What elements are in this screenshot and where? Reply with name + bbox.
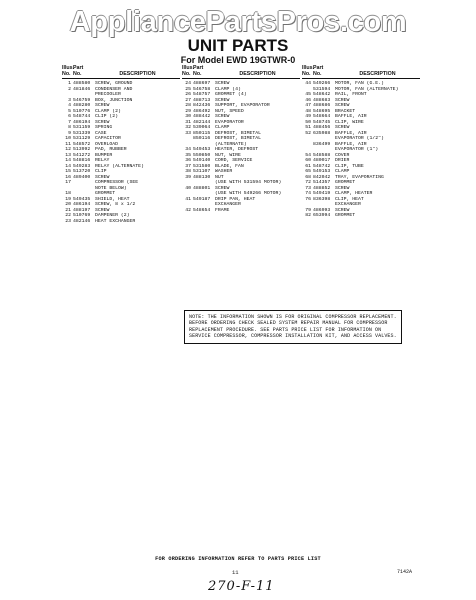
illus-no: 6 [68, 114, 71, 119]
part-number: 531159 [73, 125, 91, 130]
handwritten-annotation: 270-F-11 [208, 579, 275, 594]
part-number: 546759 [73, 97, 91, 103]
part-description: BOX, JUNCTION [95, 97, 133, 103]
illus-no: 76 [305, 196, 311, 202]
part-description: SHIELD, HEAT [95, 196, 130, 202]
part-description: SCREW [335, 103, 350, 108]
illus-no: 17 [65, 180, 71, 185]
part-description: COMPRESSOR (SEE [95, 180, 139, 185]
part-description: CLIP [95, 169, 107, 174]
part-description: WASHER [215, 169, 233, 174]
part-description: PRECOOLER [95, 92, 121, 97]
part-description: PAD, RUBBER [95, 147, 127, 152]
part-description: SCREW [215, 97, 230, 103]
illus-no: 35 [185, 152, 191, 158]
part-description: CLAMP (4) [215, 86, 241, 92]
part-description: GROMMET [335, 213, 356, 218]
part-number: 488713 [193, 97, 211, 103]
illus-no: 50 [305, 119, 311, 125]
illus-no: 42 [185, 207, 191, 213]
header-no: No. [302, 71, 311, 77]
illus-no: 21 [65, 207, 71, 213]
part-number: 541272 [73, 152, 91, 158]
illus-no: 20 [65, 202, 71, 207]
illus-no: 14 [65, 163, 71, 169]
part-number: 550850 [193, 152, 211, 158]
illus-no: 10 [65, 136, 71, 141]
part-description: CONDENSER AND [95, 86, 133, 92]
part-description: SCREW [335, 207, 350, 213]
page-code: 7142A [397, 569, 413, 575]
header-illus: Illus. [302, 65, 315, 71]
illus-no: 16 [65, 174, 71, 180]
header-divider [182, 78, 300, 79]
header-part-no: No. [73, 71, 82, 77]
part-number: 549419 [313, 191, 331, 196]
part-number: 836499 [313, 141, 331, 147]
part-number: 549140 [193, 158, 211, 163]
illus-no: 2 [68, 86, 71, 92]
illus-no: 33 [185, 130, 191, 136]
part-description: SCREW [335, 125, 350, 130]
part-number: 548757 [193, 92, 211, 97]
part-description: CLAMP (2) [95, 108, 121, 114]
part-number: 549453 [193, 147, 211, 152]
illus-no: 5 [68, 108, 71, 114]
illus-no: 13 [65, 152, 71, 158]
illus-no: 54 [305, 152, 311, 158]
illus-no: 28 [185, 103, 191, 108]
illus-no: 27 [185, 97, 191, 103]
header-part: Part [193, 65, 204, 71]
part-number: 531339 [73, 130, 91, 136]
ordering-footer: FOR ORDERING INFORMATION REFER TO PARTS PRICE LIST [155, 556, 321, 562]
part-number: 549187 [193, 196, 211, 202]
part-description: GROMMET [335, 180, 356, 185]
illus-no: 74 [305, 191, 311, 196]
parts-column-3 [302, 65, 420, 219]
part-description: CLIP, TUBE [335, 163, 364, 169]
illus-no: 46 [305, 97, 311, 103]
part-description: CLIP (2) [95, 114, 119, 119]
illus-no: 26 [185, 92, 191, 97]
part-number: 488280 [73, 103, 91, 108]
part-description: CLIP, HEAT [335, 196, 364, 202]
part-description: NOTE BELOW) [95, 185, 127, 191]
illus-no: 49 [305, 114, 311, 119]
illus-no: 68 [305, 174, 311, 180]
part-description: SUPPORT, EVAPORATOR [215, 103, 270, 108]
illus-no: 41 [185, 196, 191, 202]
illus-no: 47 [305, 103, 311, 108]
header-description: DESCRIPTION [239, 71, 276, 77]
part-number: 513720 [73, 169, 91, 174]
illus-no: 11 [65, 141, 71, 147]
part-number: 531129 [73, 136, 91, 141]
part-description: SCREW [215, 114, 230, 119]
illus-no: 4 [68, 103, 71, 108]
header-no: No. [62, 71, 71, 77]
parts-row [302, 213, 420, 219]
part-number: 653994 [313, 213, 331, 218]
illus-no: 30 [185, 114, 191, 119]
compressor-note: NOTE: THE INFORMATION SHOWN IS FOR ORIGINAL COMPRESSOR REPLACEMENT. BEFORE ORDERING CHECK SEALED SYSTEM REPAIR MANUAL FOR COMPRESSOR REPLACEMENT PROCEDURE. SEE PARTS PRICE LIST FOR INFORMATION ON SERVICE COMPRESSOR, COMPRESSOR INSTALLATION KIT, AND ACCESS VALVES. [184, 310, 402, 344]
illus-no: 29 [185, 108, 191, 114]
illus-no: 1 [68, 81, 71, 86]
part-description: DEFROST, BIMETAL [215, 136, 262, 141]
parts-row [182, 208, 300, 214]
illus-no: 23 [65, 218, 71, 224]
column-header-bottom [62, 71, 180, 77]
illus-no: 65 [305, 169, 311, 174]
illus-no: 22 [65, 213, 71, 218]
illus-no: 45 [305, 92, 311, 97]
part-description: EVAPORATOR (1/2") [335, 136, 384, 141]
part-number: 836398 [313, 196, 331, 202]
part-description: SPRING [95, 125, 113, 130]
header-part-no: No. [313, 71, 322, 77]
part-number: 514357 [313, 180, 331, 185]
part-description: NUT, SPEED [215, 108, 244, 114]
part-description: (USE WITH 549266 MOTOR) [215, 191, 282, 196]
part-description: SCREW, GROUND [95, 81, 133, 86]
part-number: 486194 [73, 202, 91, 207]
part-number: 548664 [313, 114, 331, 119]
illus-no: 39 [185, 174, 191, 180]
illus-no: 72 [305, 180, 311, 185]
illus-no: 82 [305, 213, 311, 218]
illus-no: 60 [305, 158, 311, 163]
part-description: CASE [95, 130, 107, 136]
part-number: 548744 [73, 114, 91, 119]
part-number: 488686 [313, 103, 331, 108]
part-number: 486194 [73, 119, 91, 125]
illus-no: 19 [65, 196, 71, 202]
part-description: (USE WITH 531594 MOTOR) [215, 180, 282, 185]
illus-no: 36 [185, 158, 191, 163]
part-number: 486492 [193, 108, 211, 114]
part-description: DEFROST, BIMETAL [215, 130, 262, 136]
part-number: 488697 [193, 81, 211, 86]
part-number: 481846 [73, 86, 91, 92]
illus-no: 24 [185, 81, 191, 86]
part-number: 480017 [313, 158, 331, 163]
parts-column-2 [182, 65, 300, 213]
part-number: 850115 [193, 130, 211, 136]
illus-no: 38 [185, 169, 191, 174]
illus-no: 44 [305, 81, 311, 86]
part-description: SCREW [335, 185, 350, 191]
part-description: DAMPENER (2) [95, 213, 130, 218]
part-description: DRIP PAN, HEAT [215, 196, 256, 202]
part-number: 488801 [193, 185, 211, 191]
part-description: HEATER, DEFROST [215, 147, 259, 152]
part-description: SCREW, 8 x 1/2 [95, 202, 136, 207]
illus-no: 48 [305, 108, 311, 114]
part-number: 510776 [73, 108, 91, 114]
part-number: 489400 [73, 174, 91, 180]
page-subtitle: For Model EWD 19GTWR-0 [180, 55, 296, 65]
illus-no: 37 [185, 163, 191, 169]
header-divider [62, 78, 180, 79]
part-description: SCREW [335, 97, 350, 103]
illus-no: 25 [185, 86, 191, 92]
part-number: 531594 [313, 86, 331, 92]
illus-no: 52 [305, 130, 311, 136]
header-description: DESCRIPTION [359, 71, 396, 77]
illus-no: 8 [68, 125, 71, 130]
part-description: (ALTERNATE) [215, 141, 247, 147]
part-description: SCREW [95, 207, 110, 213]
part-number: 482146 [73, 218, 91, 224]
part-number: 486993 [313, 207, 331, 213]
illus-no: 7 [68, 119, 71, 125]
part-description: DRIER [335, 158, 350, 163]
part-description: BAFFLE, AIR [335, 114, 367, 119]
illus-no: 32 [185, 125, 191, 130]
illus-no: 79 [305, 207, 311, 213]
part-number: 549266 [313, 81, 331, 86]
parts-column-1 [62, 65, 180, 224]
page-number: 11 [232, 569, 239, 576]
illus-no: 34 [185, 147, 191, 152]
header-illus: Illus. [182, 65, 195, 71]
part-description: SCREW [215, 81, 230, 86]
part-number: 488442 [193, 114, 211, 119]
part-number: 488852 [313, 185, 331, 191]
part-number: 842042 [313, 174, 331, 180]
part-description: CLIP, WIRE [335, 119, 364, 125]
part-description: CLAMP [335, 169, 350, 174]
header-part-no: No. [193, 71, 202, 77]
illus-no: 14 [65, 158, 71, 163]
part-description: SCREW [95, 119, 110, 125]
part-number: 635988 [313, 130, 331, 136]
part-description: RELAY [95, 158, 110, 163]
part-description: MOTOR, FAN (ALTERNATE) [335, 86, 399, 92]
part-number: 539064 [193, 125, 211, 130]
part-number: 482144 [193, 119, 211, 125]
illus-no: 51 [305, 125, 311, 130]
parts-row [62, 219, 180, 225]
part-number: 546758 [193, 86, 211, 92]
illus-no: 15 [65, 169, 71, 174]
part-description: CAPACITOR [95, 136, 121, 141]
part-description: RAIL, FRONT [335, 92, 367, 97]
part-description: BAFFLE, AIR [335, 130, 367, 136]
part-description: MOTOR, FAN (G.E.) [335, 81, 384, 86]
illus-no: 3 [68, 97, 71, 103]
part-number: 548695 [313, 108, 331, 114]
part-description: BUMPER [95, 152, 113, 158]
part-description: HEAT EXCHANGER [95, 218, 136, 224]
part-description: FRAME [215, 207, 230, 213]
part-number: 548816 [73, 158, 91, 163]
part-description: RELAY (ALTERNATE) [95, 163, 144, 169]
part-number: 488580 [73, 81, 91, 86]
part-description: CLAMP [215, 125, 230, 130]
watermark-logo: AppliancePartsPros.com [69, 6, 407, 38]
part-number: 549435 [73, 196, 91, 202]
part-description: BLADE, FAN [215, 163, 244, 169]
part-number: 513992 [73, 147, 91, 152]
part-description: NUT [215, 174, 224, 180]
part-number: 850116 [193, 136, 211, 141]
illus-no: 9 [68, 130, 71, 136]
part-description: NUT, WIRE [215, 152, 241, 158]
part-number: 842436 [193, 103, 211, 108]
part-number: 548642 [313, 92, 331, 97]
part-description: SCREW [215, 185, 230, 191]
illus-no: 73 [305, 185, 311, 191]
part-description: GROMMET [95, 191, 116, 196]
part-number: 531107 [193, 169, 211, 174]
part-number: 548745 [313, 119, 331, 125]
part-number: 488456 [313, 125, 331, 130]
illus-no: 61 [305, 163, 311, 169]
column-header-bottom [182, 71, 300, 77]
header-part: Part [313, 65, 324, 71]
part-number: 548742 [313, 163, 331, 169]
illus-no: 12 [65, 147, 71, 152]
part-description: EXCHANGER [215, 202, 241, 207]
part-description: SCREW [95, 103, 110, 108]
header-no: No. [182, 71, 191, 77]
illus-no: 40 [185, 185, 191, 191]
part-description: GROMMET (4) [215, 92, 247, 97]
header-part: Part [73, 65, 84, 71]
part-number: 548588 [313, 152, 331, 158]
header-description: DESCRIPTION [119, 71, 156, 77]
part-number: 488130 [193, 174, 211, 180]
part-description: OVERLOAD [95, 141, 119, 147]
part-description: SCREW [95, 174, 110, 180]
part-number: 549153 [313, 169, 331, 174]
header-illus: Illus. [62, 65, 75, 71]
header-divider [302, 78, 420, 79]
part-description: TRAY, EVAPORATING [335, 174, 384, 180]
part-number: 531580 [193, 163, 211, 169]
illus-no: 18 [65, 191, 71, 196]
page-title: UNIT PARTS [187, 36, 289, 55]
column-header-bottom [302, 71, 420, 77]
part-description: CORD, SERVICE [215, 158, 253, 163]
part-description: COVER [335, 152, 350, 158]
part-number: 510769 [73, 213, 91, 218]
part-number: 548572 [73, 141, 91, 147]
part-description: EVAPORATOR (1") [335, 147, 379, 152]
part-description: BAFFLE, AIR [335, 141, 367, 147]
part-description: BRACKET [335, 108, 356, 114]
part-description: CLAMP, HEATER [335, 191, 373, 196]
part-description: EXCHANGER [335, 202, 361, 207]
part-number: 549283 [73, 163, 91, 169]
part-number: 488197 [73, 207, 91, 213]
illus-no: 31 [185, 119, 191, 125]
part-description: EVAPORATOR [215, 119, 244, 125]
part-number: 488683 [313, 97, 331, 103]
part-number: 548654 [193, 207, 211, 213]
